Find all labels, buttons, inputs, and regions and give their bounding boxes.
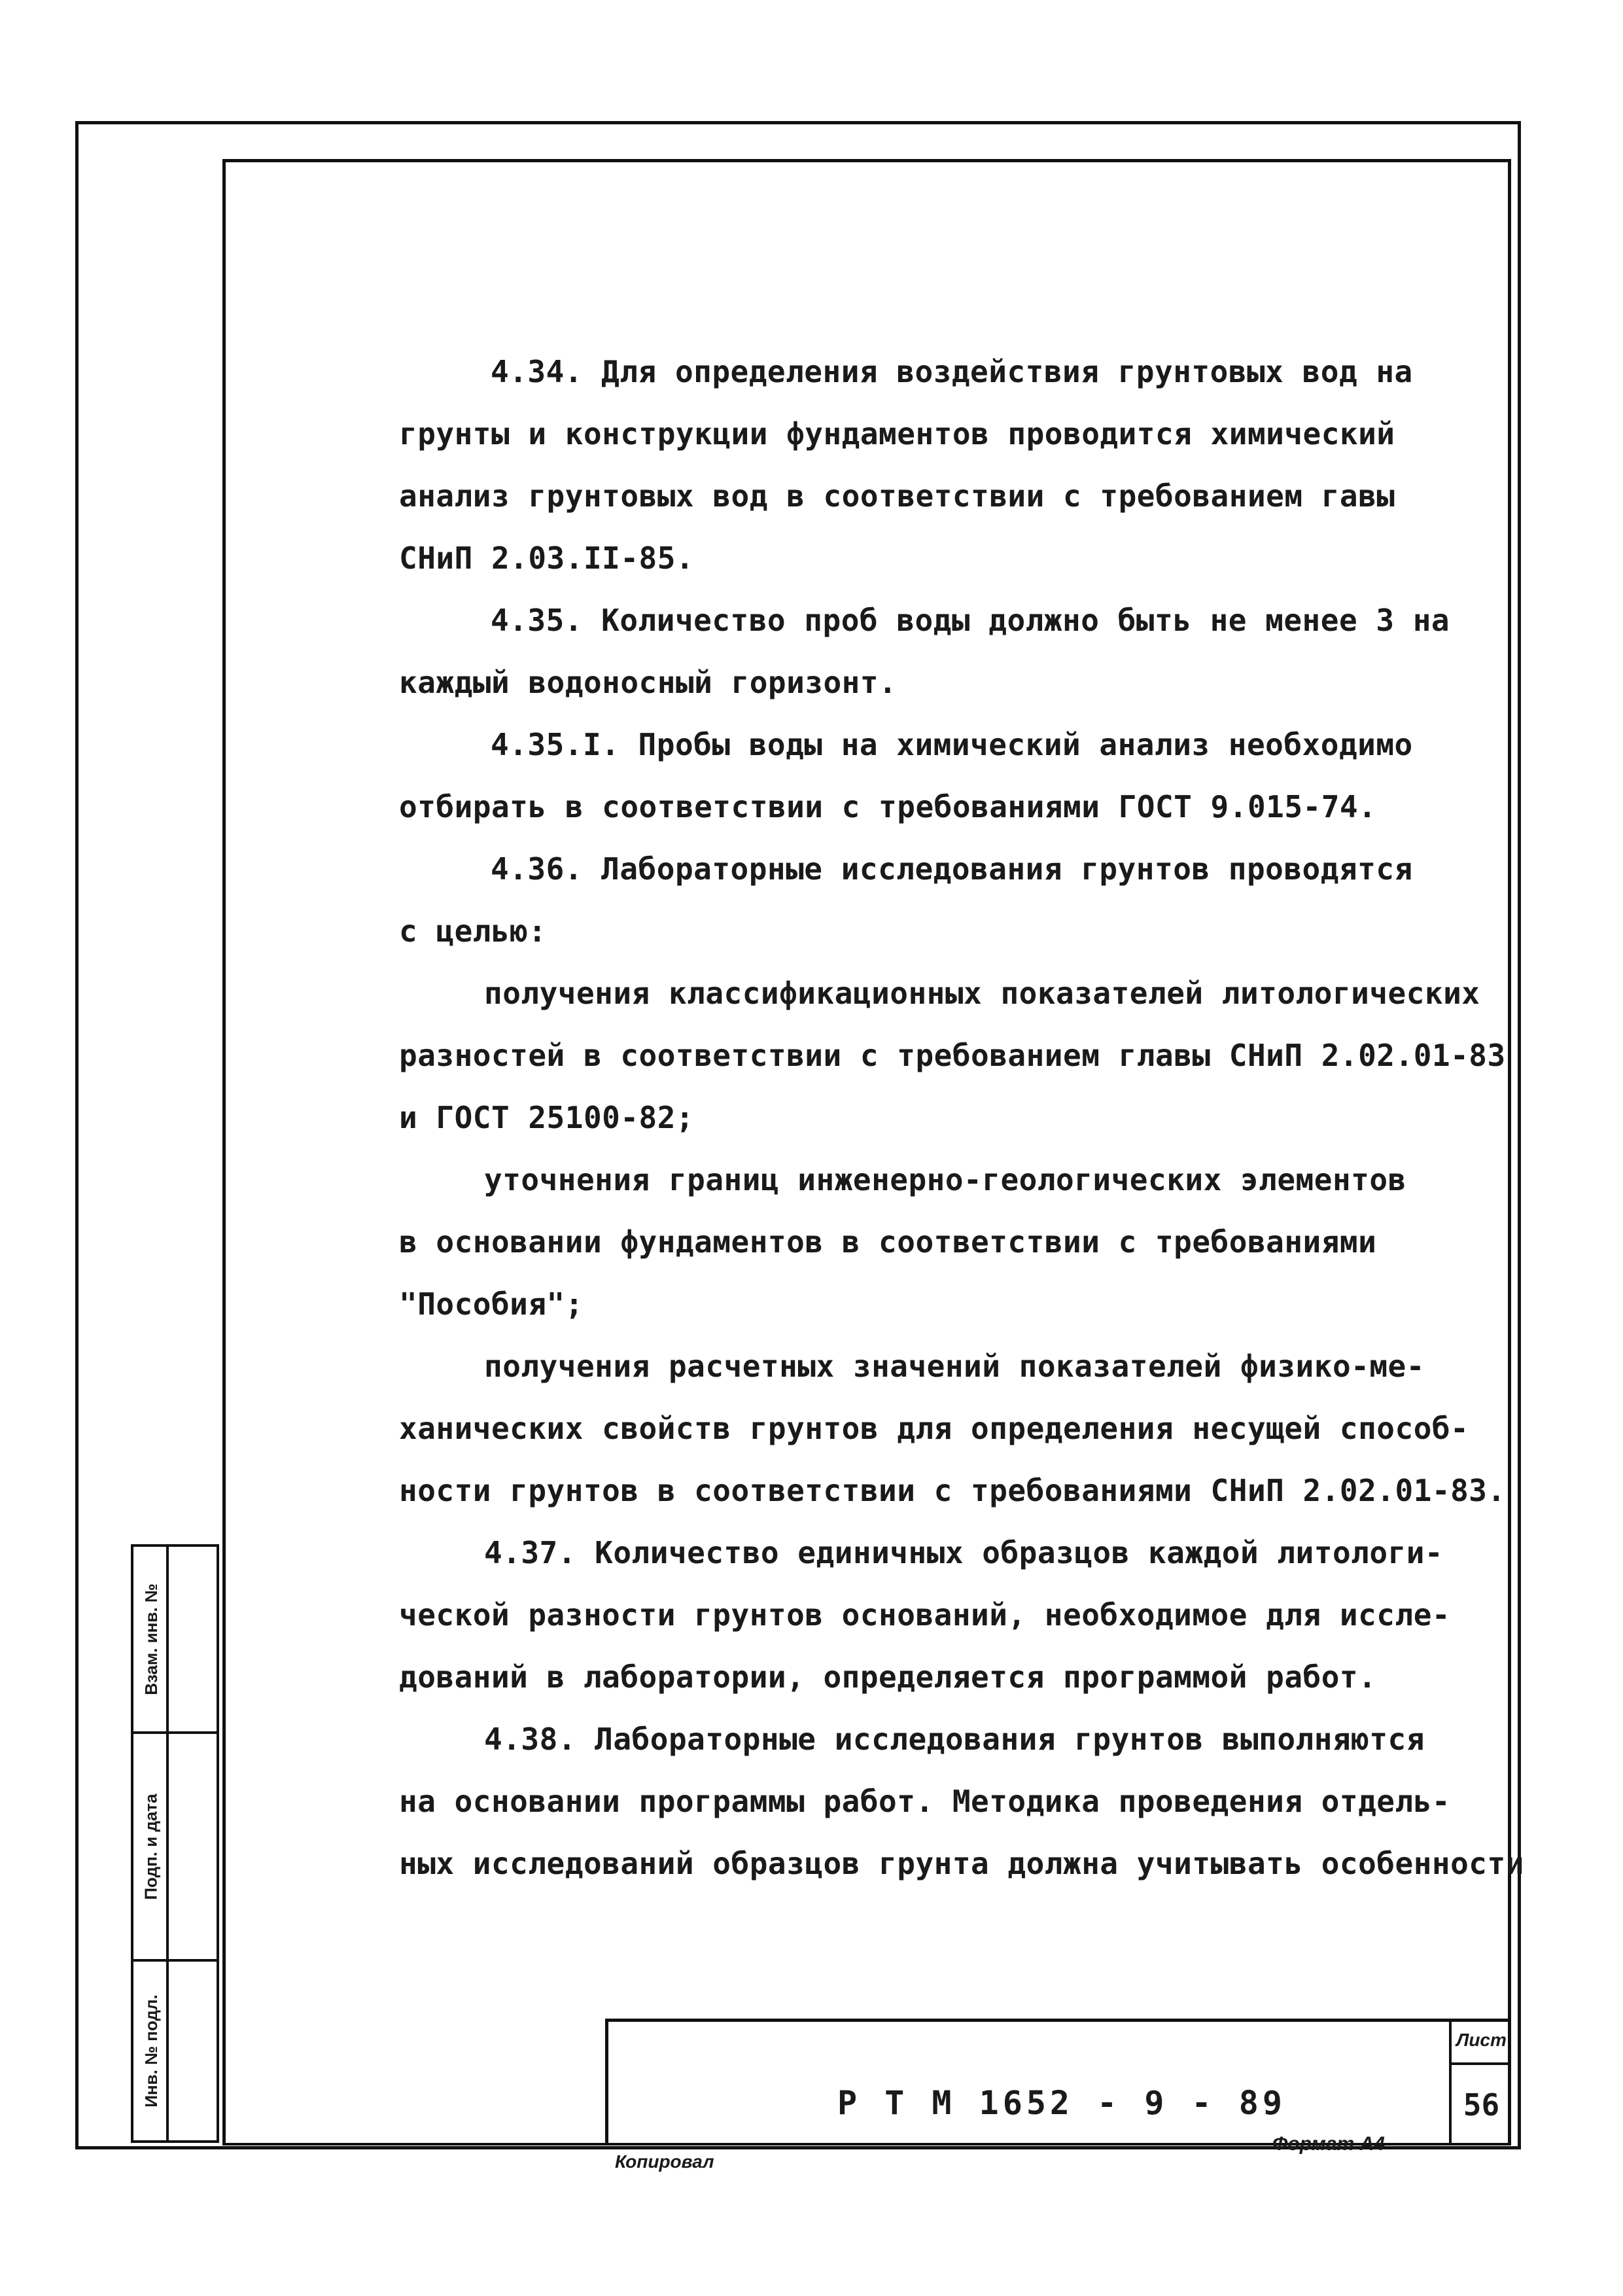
sheet-label: Лист bbox=[1456, 2030, 1507, 2050]
sheet-number: 56 bbox=[1463, 2087, 1500, 2123]
body-line: ханических свойств грунтов для определения несущей способ- bbox=[399, 1411, 1469, 1446]
sheet-number-box bbox=[1449, 2022, 1511, 2145]
body-line: анализ грунтовых вод в соответствии с требованием гавы bbox=[399, 478, 1395, 514]
title-block bbox=[605, 2019, 1511, 2145]
vzam-inv-label: Взам. инв. № bbox=[141, 1583, 161, 1695]
body-line: ных исследований образцов грунта должна учитывать особенности bbox=[399, 1846, 1524, 1881]
body-line: разностей в соответствии с требованием главы СНиП 2.02.01-83 bbox=[399, 1038, 1506, 1073]
body-line: 4.36. Лабораторные исследования грунтов проводятся bbox=[491, 851, 1413, 887]
body-line: получения расчетных значений показателей физико-ме- bbox=[484, 1349, 1425, 1384]
format-label: Формат А4 bbox=[1272, 2133, 1385, 2155]
body-line: каждый водоносный горизонт. bbox=[399, 665, 898, 700]
podp-date-label: Подп. и дата bbox=[141, 1793, 161, 1900]
document-code: Р Т М 1652 - 9 - 89 bbox=[837, 2084, 1286, 2122]
body-line: "Пособия"; bbox=[399, 1286, 584, 1322]
body-line: 4.35. Количество проб воды должно быть не менее 3 на bbox=[491, 603, 1450, 638]
sheet-box-divider bbox=[1452, 2062, 1511, 2065]
copied-by-label: Копировал bbox=[615, 2151, 714, 2172]
body-line: с целью: bbox=[399, 913, 547, 949]
body-line: грунты и конструкции фундаментов проводится химический bbox=[399, 416, 1395, 451]
body-line: отбирать в соответствии с требованиями ГОСТ 9.015-74. bbox=[399, 789, 1377, 824]
binding-strip-vline bbox=[166, 1547, 169, 2140]
body-line: на основании программы работ. Методика проведения отдель- bbox=[399, 1784, 1451, 1819]
inv-podl-label: Инв. № подл. bbox=[141, 1994, 161, 2108]
body-line: ческой разности грунтов оснований, необходимое для иссле- bbox=[399, 1597, 1451, 1633]
body-line: получения классификационных показателей литологических bbox=[484, 976, 1480, 1011]
body-line: в основании фундаментов в соответствии с требованиями bbox=[399, 1224, 1377, 1260]
body-line: уточнения границ инженерно-геологических элементов bbox=[484, 1162, 1406, 1197]
binding-strip bbox=[131, 1544, 219, 2143]
body-line: 4.38. Лабораторные исследования грунтов выполняются bbox=[484, 1722, 1425, 1757]
body-line: СНиП 2.03.II-85. bbox=[399, 540, 695, 576]
body-line: и ГОСТ 25100-82; bbox=[399, 1100, 695, 1135]
body-line: 4.34. Для определения воздействия грунтовых вод на bbox=[491, 354, 1413, 389]
body-line: 4.35.I. Пробы воды на химический анализ необходимо bbox=[491, 727, 1413, 762]
body-line: ности грунтов в соответствии с требованиями СНиП 2.02.01-83. bbox=[399, 1473, 1506, 1508]
body-line: дований в лаборатории, определяется программой работ. bbox=[399, 1659, 1377, 1695]
body-line: 4.37. Количество единичных образцов каждой литологи- bbox=[484, 1535, 1444, 1570]
